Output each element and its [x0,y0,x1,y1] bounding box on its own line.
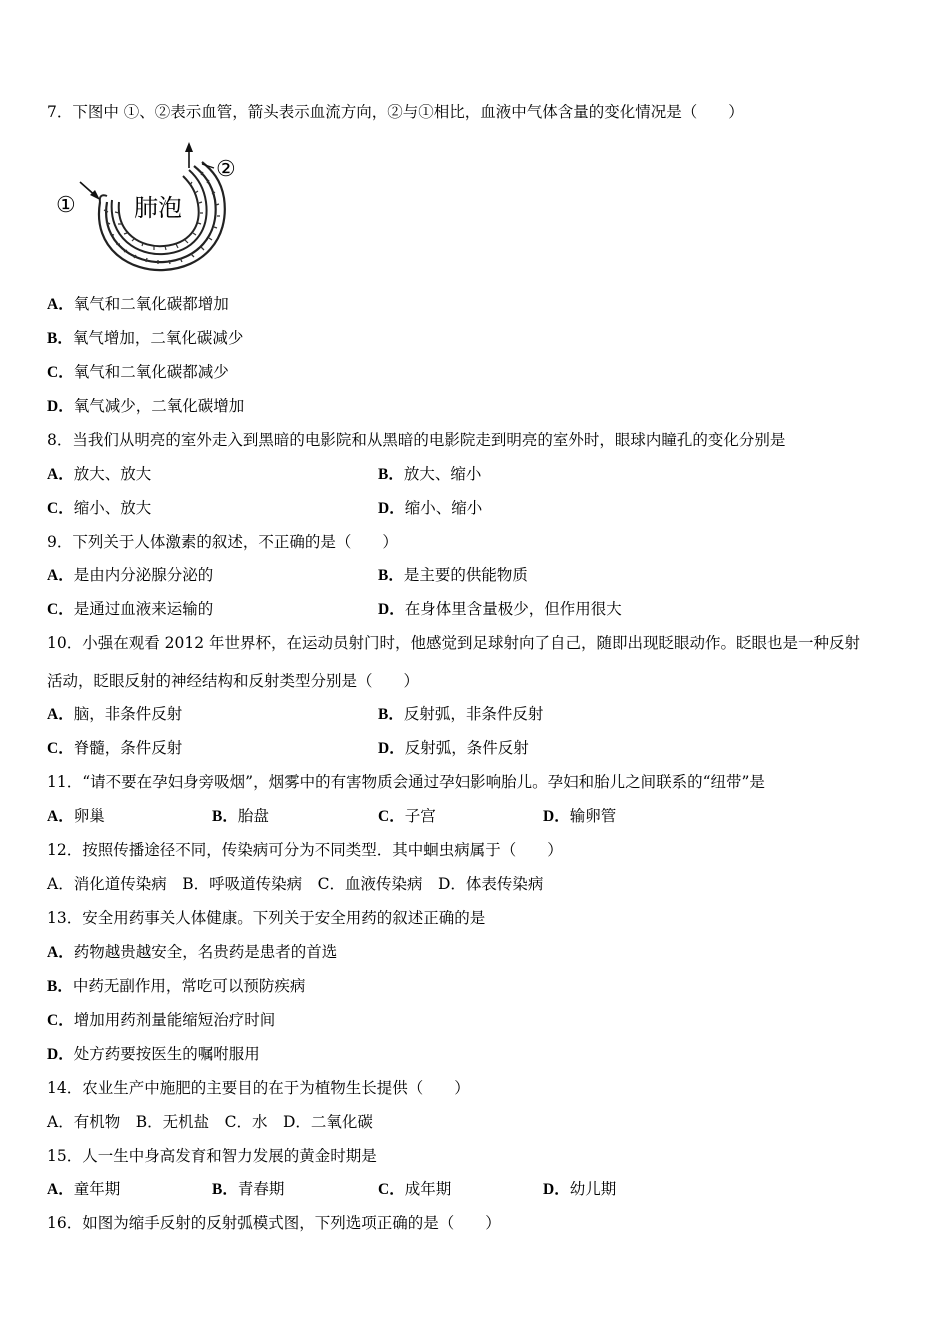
option-key: B． [47,978,73,995]
option-text: 幼儿期 [569,1180,617,1198]
option-text: 反射弧，条件反射 [404,739,529,757]
option-text: 是通过血液来运输的 [73,600,214,618]
option-text: 子宫 [404,807,436,825]
option-key: C． [378,808,405,825]
q11-option-c[interactable] [378,806,436,827]
q10-option-c[interactable] [47,738,182,759]
option-key: A． [47,466,74,483]
option-text: 缩小、放大 [73,499,152,517]
q11-option-d[interactable] [543,806,616,827]
q8-option-d[interactable] [378,498,482,519]
option-text: 处方药要按医生的嘱咐服用 [73,1045,260,1063]
option-text: 氧气减少，二氧化碳增加 [73,397,245,415]
option-text: 放大、缩小 [403,465,482,483]
q8-option-c[interactable] [47,498,151,519]
option-text: 反射弧，非条件反射 [403,705,544,723]
option-text: 氧气增加，二氧化碳减少 [72,329,244,347]
option-text: 卵巢 [73,807,105,825]
q15-option-b[interactable] [212,1179,284,1200]
option-key: D． [543,1181,570,1198]
q16-stem: 16．如图为缩手反射的反射弧模式图，下列选项正确的是（ ） [47,1214,501,1232]
option-key: B． [378,466,404,483]
q13-option-a[interactable] [47,942,337,963]
q15-option-d[interactable] [543,1179,616,1200]
q14-stem: 14．农业生产中施肥的主要目的在于为植物生长提供（ ） [47,1079,470,1097]
option-text: 在身体里含量极少，但作用很大 [404,600,622,618]
q7-option-b[interactable] [47,328,243,349]
option-text: 缩小、缩小 [404,499,483,517]
figure-label-2: ② [216,157,236,182]
q9-stem: 9．下列关于人体激素的叙述，不正确的是（ ） [47,533,398,551]
option-key: D． [378,500,405,517]
option-text: 是由内分泌腺分泌的 [73,566,214,584]
q13-option-c[interactable] [47,1010,275,1031]
option-key: A． [47,944,74,961]
q8-option-a[interactable] [47,464,151,485]
option-text: 青春期 [237,1180,285,1198]
option-key: B． [378,706,404,723]
q7-option-a[interactable] [47,294,229,315]
option-key: D． [543,808,570,825]
q10-option-b[interactable] [378,704,543,725]
option-key: B． [378,567,404,584]
option-key: D． [47,398,74,415]
option-key: C． [378,1181,405,1198]
option-text: 胎盘 [237,807,269,825]
option-key: D． [378,740,405,757]
q13-stem: 13．安全用药事关人体健康。下列关于安全用药的叙述正确的是 [47,909,486,927]
q11-option-b[interactable] [212,806,269,827]
option-text: 放大、放大 [73,465,152,483]
option-text: 药物越贵越安全，名贵药是患者的首选 [73,943,338,961]
figure-label-alveolus: 肺泡 [134,194,182,222]
q9-option-a[interactable] [47,565,213,586]
q8-option-b[interactable] [378,464,481,485]
q11-option-a[interactable] [47,806,105,827]
option-text: 童年期 [73,1180,121,1198]
q10-option-a[interactable] [47,704,182,725]
option-key: A． [47,1181,74,1198]
option-key: B． [47,330,73,347]
option-key: C． [47,740,74,757]
option-key: C． [47,1012,74,1029]
option-text: 氧气和二氧化碳都增加 [73,295,229,313]
q9-option-d[interactable] [378,599,622,620]
q10-stem-line2: 活动，眨眼反射的神经结构和反射类型分别是（ ） [47,672,420,690]
option-key: A． [47,567,74,584]
q9-option-c[interactable] [47,599,213,620]
option-key: B． [212,808,238,825]
q15-stem: 15．人一生中身高发育和智力发展的黄金时期是 [47,1147,377,1165]
q10-option-d[interactable] [378,738,529,759]
option-text: 输卵管 [569,807,617,825]
option-text: 氧气和二氧化碳都减少 [73,363,229,381]
q14-options[interactable]: A．有机物 B．无机盐 C．水 D．二氧化碳 [47,1113,373,1131]
q11-stem: 11．“请不要在孕妇身旁吸烟”，烟雾中的有害物质会通过孕妇影响胎儿。孕妇和胎儿之间联系的“纽带”是 [47,773,765,791]
option-key: D． [378,601,405,618]
option-key: B． [212,1181,238,1198]
option-text: 成年期 [404,1180,452,1198]
option-key: A． [47,706,74,723]
q15-option-a[interactable] [47,1179,120,1200]
q12-options[interactable]: A．消化道传染病 B．呼吸道传染病 C．血液传染病 D．体表传染病 [47,875,544,893]
option-key: D． [47,1046,74,1063]
q15-option-c[interactable] [378,1179,451,1200]
option-text: 是主要的供能物质 [403,566,528,584]
option-text: 脑，非条件反射 [73,705,183,723]
option-text: 脊髓，条件反射 [73,739,183,757]
option-key: A． [47,808,74,825]
q10-stem-line1: 10．小强在观看 2012 年世界杯，在运动员射门时，他感觉到足球射向了自己，随即出现眨眼动作。眨眼也是一种反射 [47,634,861,652]
q8-stem: 8．当我们从明亮的室外走入到黑暗的电影院和从黑暗的电影院走到明亮的室外时，眼球内瞳孔的变化分别是 [47,431,786,449]
figure-label-1: ① [56,193,76,218]
alveolus-figure [52,140,252,280]
option-text: 中药无副作用，常吃可以预防疾病 [72,977,306,995]
q13-option-d[interactable] [47,1044,260,1065]
option-key: C． [47,364,74,381]
option-key: C． [47,601,74,618]
q7-option-d[interactable] [47,396,244,417]
q12-stem: 12．按照传播途径不同，传染病可分为不同类型．其中蛔虫病属于（ ） [47,841,563,859]
q7-stem: 7．下图中 ①、②表示血管，箭头表示血流方向，②与①相比，血液中气体含量的变化情况是（ ） [47,103,744,121]
q7-option-c[interactable] [47,362,229,383]
q13-option-b[interactable] [47,976,305,997]
option-key: C． [47,500,74,517]
option-key: A． [47,296,74,313]
q9-option-b[interactable] [378,565,528,586]
option-text: 增加用药剂量能缩短治疗时间 [73,1011,276,1029]
